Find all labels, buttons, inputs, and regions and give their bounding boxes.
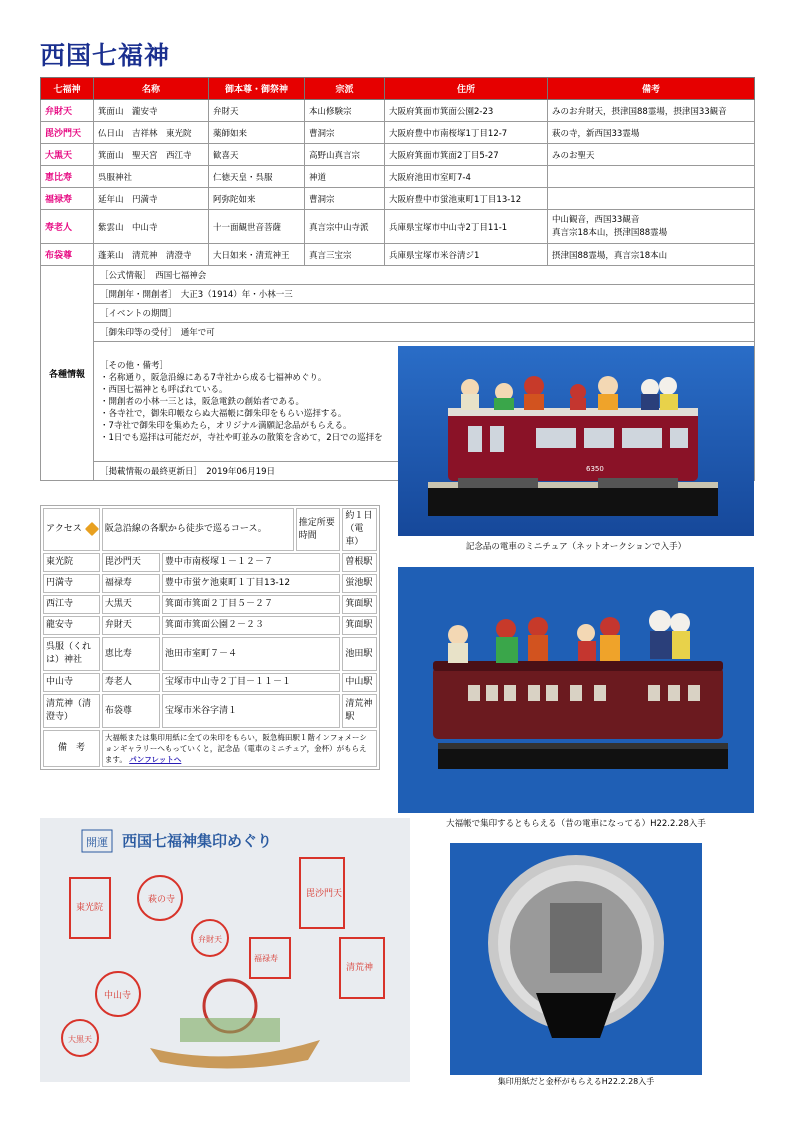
notes-line: ・1日でも巡拝は可能だが，寺社や町並みの散策を含めて，2日での巡拝を — [100, 432, 383, 443]
info-row — [41, 285, 755, 304]
access-header-row — [43, 508, 377, 551]
temple-cell: 呉服（くれは）神社 — [43, 637, 100, 671]
notes-cell: みのお聖天 — [548, 144, 755, 166]
info-event: ［イベントの期間］ — [94, 304, 755, 323]
temple-cell: 円満寺 — [43, 574, 100, 593]
sect-cell: 真言宗中山寺派 — [305, 210, 385, 244]
notes-line: ・7寺社で御朱印を集めたら，オリジナル満願記念品がもらえる。 — [100, 420, 352, 431]
notes-line: ・名称通り，阪急沿線にある7寺社から成る七福神めぐり。 — [100, 372, 327, 383]
time-value: 約１日（電車） — [342, 508, 377, 551]
god-cell: 大黒天 — [102, 595, 160, 614]
train2-caption: 大福帳で集印するともらえる（昔の電車になってる）H22.2.28入手 — [446, 819, 706, 829]
deity-cell: 阿弥陀如来 — [209, 188, 305, 210]
notes-line: 真言宗18本山，摂津国88霊場 — [552, 227, 668, 238]
deity-cell: 十一面観世音菩薩 — [209, 210, 305, 244]
seal-label: 毘沙門天 — [306, 889, 343, 899]
pencil-icon — [85, 521, 99, 535]
notes-line: 中山観音，西国33観音 — [552, 214, 640, 225]
name-cell: 仏日山 吉祥林 東光院 — [94, 122, 209, 144]
seal-label: 弁財天 — [198, 935, 222, 944]
address-cell: 池田市室町７－４ — [162, 637, 340, 671]
info-row — [41, 266, 755, 285]
seal-label: 中山寺 — [104, 991, 132, 1001]
access-row — [43, 595, 377, 614]
god-cell: 毘沙門天 — [102, 553, 160, 572]
god-cell: 大黒天 — [41, 144, 94, 166]
sect-cell: 真言三宝宗 — [305, 244, 385, 266]
address-cell: 大阪府箕面市箕面公園2-23 — [385, 100, 548, 122]
info-goshuin: ［御朱印等の受付］ 通年で可 — [94, 323, 755, 342]
access-table — [40, 505, 380, 770]
header-notes: 備考 — [548, 78, 755, 100]
notes-line: ［その他・備考］ — [100, 360, 169, 371]
access-row — [43, 616, 377, 635]
access-row — [43, 553, 377, 572]
address-cell: 兵庫県宝塚市米谷清ジ1 — [385, 244, 548, 266]
deity-cell: 薬師如来 — [209, 122, 305, 144]
access-row — [43, 694, 377, 728]
station-cell: 中山駅 — [342, 673, 377, 692]
info-row — [41, 323, 755, 342]
god-cell: 福禄寿 — [41, 188, 94, 210]
station-cell: 蛍池駅 — [342, 574, 377, 593]
access-row — [43, 574, 377, 593]
info-row — [41, 304, 755, 323]
god-cell: 弁財天 — [102, 616, 160, 635]
name-cell: 呉服神社 — [94, 166, 209, 188]
header-name: 名称 — [94, 78, 209, 100]
address-cell: 大阪府箕面市箕面2丁目5-27 — [385, 144, 548, 166]
station-cell: 箕面駅 — [342, 616, 377, 635]
notes-cell — [548, 166, 755, 188]
station-cell: 清荒神駅 — [342, 694, 377, 728]
god-cell: 恵比寿 — [102, 637, 160, 671]
god-cell: 布袋尊 — [102, 694, 160, 728]
deity-cell: 弁財天 — [209, 100, 305, 122]
memo-text: 大福帳または集印用紙に全ての朱印をもらい，阪急梅田駅１階インフォメーションギャラリーへもっていくと，記念品（電車のミニチュア，金杯）がもらえます。 — [104, 733, 367, 764]
god-cell: 恵比寿 — [41, 166, 94, 188]
deity-cell: 大日如来・清荒神王 — [209, 244, 305, 266]
access-memo-row — [43, 730, 377, 767]
address-cell: 豊中市南桜塚１－１２－７ — [162, 553, 340, 572]
temple-cell: 清荒神（清澄寺） — [43, 694, 100, 728]
god-cell: 布袋尊 — [41, 244, 94, 266]
seal-label: 萩の寺 — [148, 895, 176, 905]
god-cell: 福禄寿 — [102, 574, 160, 593]
notes-line: ・西国七福神とも呼ばれている。 — [100, 384, 228, 395]
train-photo-old — [398, 567, 754, 813]
table-row — [41, 188, 755, 210]
notes-cell: 摂津国88霊場，真言宗18本山 — [548, 244, 755, 266]
name-cell: 箕面山 聖天宮 西江寺 — [94, 144, 209, 166]
table-row — [41, 144, 755, 166]
station-cell: 曽根駅 — [342, 553, 377, 572]
gold-cup-photo — [450, 843, 702, 1075]
address-cell: 兵庫県宝塚市中山寺2丁目11-1 — [385, 210, 548, 244]
table-row — [41, 210, 755, 244]
header-deity: 御本尊・御祭神 — [209, 78, 305, 100]
station-cell: 箕面駅 — [342, 595, 377, 614]
sect-cell: 曹洞宗 — [305, 188, 385, 210]
table-row — [41, 166, 755, 188]
deity-cell: 仁徳天皇・呉服 — [209, 166, 305, 188]
train-photo-modern — [398, 346, 754, 536]
notes-line: ・開創者の小林一三とは，阪急電鉄の創始者である。 — [100, 396, 305, 407]
train-number: 6350 — [586, 465, 604, 473]
seal-label: 福禄寿 — [254, 954, 278, 963]
sect-cell: 本山修験宗 — [305, 100, 385, 122]
address-cell: 大阪府池田市室町7-4 — [385, 166, 548, 188]
train-illustration — [398, 346, 754, 536]
memo-text-cell — [102, 730, 377, 767]
seal-label: 大黒天 — [68, 1035, 92, 1044]
address-cell: 箕面市箕面公園２－２３ — [162, 616, 340, 635]
notes-cell — [548, 210, 755, 244]
header-sect: 宗派 — [305, 78, 385, 100]
name-cell: 紫雲山 中山寺 — [94, 210, 209, 244]
seal-label: 清荒神 — [346, 963, 374, 973]
cup-caption: 集印用紙だと金杯がもらえるH22.2.28入手 — [497, 1077, 655, 1086]
info-official: ［公式情報］ 西国七福神会 — [94, 266, 755, 285]
train-body — [433, 667, 723, 739]
header-address: 住所 — [385, 78, 548, 100]
info-last-updated: ［掲載情報の最終更新日］ 2019年06月19日 — [94, 462, 755, 481]
address-cell: 宝塚市米谷字清１ — [162, 694, 340, 728]
info-label: 各種情報 — [41, 266, 94, 481]
notes-cell: 萩の寺，新西国33霊場 — [548, 122, 755, 144]
name-cell: 蓬莱山 清荒神 清澄寺 — [94, 244, 209, 266]
name-cell: 箕面山 瀧安寺 — [94, 100, 209, 122]
gold-cup-illustration — [450, 843, 702, 1075]
train-base — [428, 486, 718, 516]
temple-cell: 龍安寺 — [43, 616, 100, 635]
header-god: 七福神 — [41, 78, 94, 100]
page-title: 西国七福神 — [40, 41, 171, 70]
address-cell: 大阪府豊中市蛍池東町1丁目13-12 — [385, 188, 548, 210]
table-row — [41, 244, 755, 266]
sect-cell: 高野山真言宗 — [305, 144, 385, 166]
temple-cell: 東光院 — [43, 553, 100, 572]
address-cell: 大阪府豊中市南桜塚1丁目12-7 — [385, 122, 548, 144]
god-cell: 弁財天 — [41, 100, 94, 122]
info-founder: ［開創年・開創者］ 大正3（1914）年・小林一三 — [94, 285, 755, 304]
access-row — [43, 673, 377, 692]
table-row — [41, 100, 755, 122]
stamp-kaiun: 開運 — [86, 836, 108, 849]
stamp-sheet-title: 西国七福神集印めぐり — [122, 832, 273, 850]
access-row — [43, 637, 377, 671]
notes-cell — [548, 188, 755, 210]
access-label: アクセス — [46, 524, 82, 534]
train1-caption: 記念品の電車のミニチュア（ネットオークションで入手） — [465, 542, 687, 552]
temple-cell: 西江寺 — [43, 595, 100, 614]
seal-label: 東光院 — [76, 903, 104, 913]
access-label-cell — [43, 508, 100, 551]
address-cell: 豊中市蛍ケ池東町１丁目13-12 — [162, 574, 340, 593]
stamp-sheet-illustration — [40, 818, 410, 1082]
god-cell: 寿老人 — [41, 210, 94, 244]
notes-cell: みのお弁財天，摂津国88霊場，摂津国33観音 — [548, 100, 755, 122]
pamphlet-link[interactable]: パンフレットへ — [129, 755, 182, 764]
address-cell: 宝塚市中山寺２丁目－１１－１ — [162, 673, 340, 692]
old-train-illustration — [398, 567, 754, 813]
god-cell: 寿老人 — [102, 673, 160, 692]
access-route: 阪急沿線の各駅から徒歩で巡るコース。 — [102, 508, 294, 551]
train-base — [438, 747, 728, 769]
name-cell: 延年山 円満寺 — [94, 188, 209, 210]
address-cell: 箕面市箕面２丁目５－２７ — [162, 595, 340, 614]
memo-label: 備 考 — [43, 730, 100, 767]
god-cell: 毘沙門天 — [41, 122, 94, 144]
notes-line: ・各寺社で，御朱印帳ならぬ大福帳に御朱印をもらい巡拝する。 — [100, 408, 347, 419]
time-label: 推定所要時間 — [296, 508, 341, 551]
deity-cell: 歓喜天 — [209, 144, 305, 166]
sect-cell: 曹洞宗 — [305, 122, 385, 144]
temple-cell: 中山寺 — [43, 673, 100, 692]
stamp-sheet-photo — [40, 818, 410, 1082]
sect-cell: 神道 — [305, 166, 385, 188]
table-row — [41, 122, 755, 144]
station-cell: 池田駅 — [342, 637, 377, 671]
table-header-row — [41, 78, 755, 100]
